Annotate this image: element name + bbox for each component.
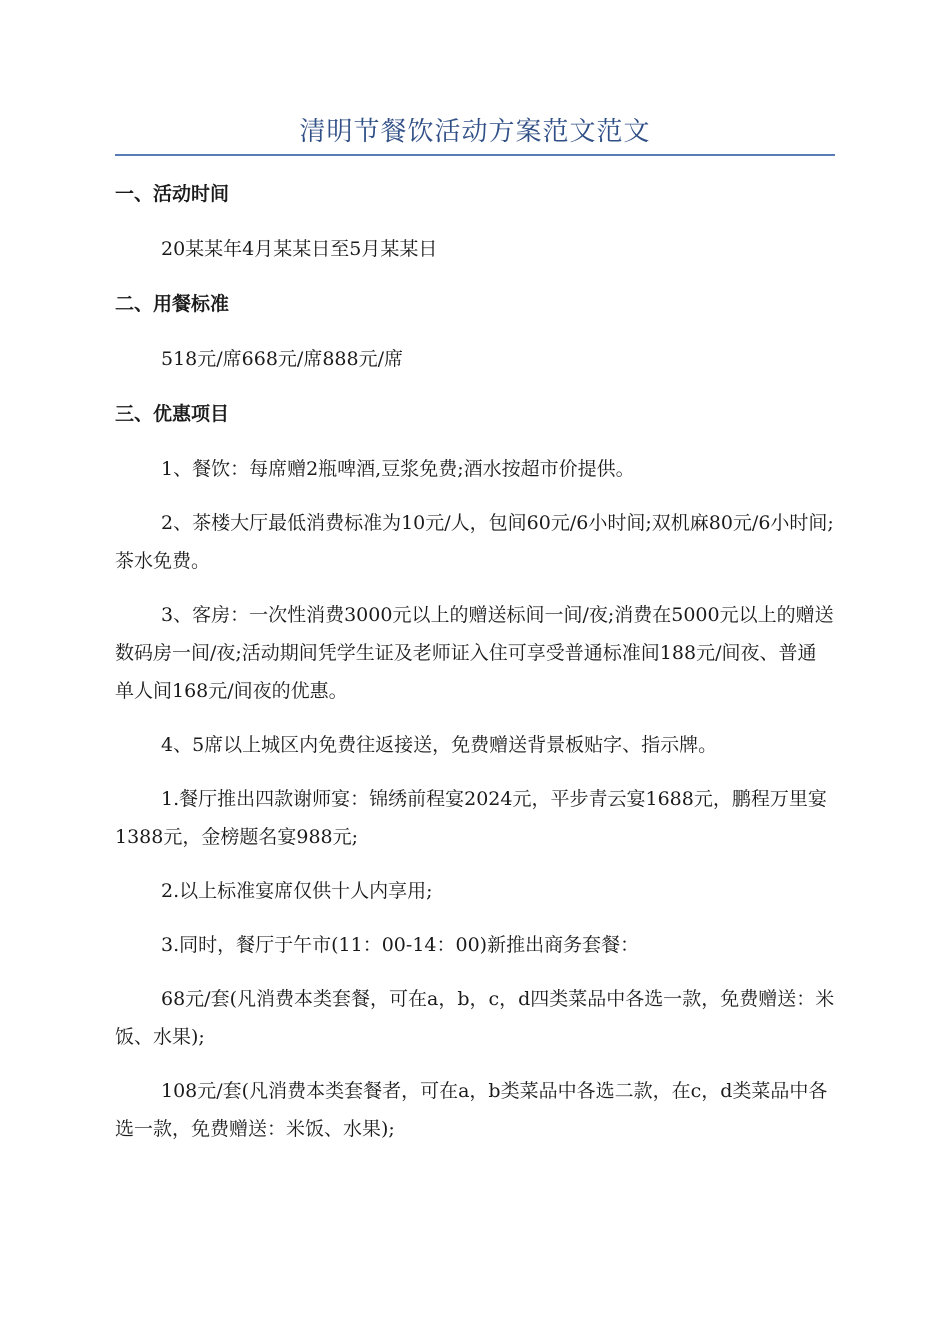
section-promotions xyxy=(115,396,835,1148)
paragraph: 2.以上标准宴席仅供十人内享用; xyxy=(161,880,433,902)
document-title: 清明节餐饮活动方案范文范文 xyxy=(299,117,651,147)
paragraph: 1.餐厅推出四款谢师宴：锦绣前程宴2024元，平步青云宴1688元，鹏程万里宴1388元，金榜题名宴988元; xyxy=(115,788,827,848)
section-dining-standard xyxy=(115,286,835,378)
section-heading: 一、活动时间 xyxy=(115,183,230,205)
paragraph: 68元/套(凡消费本类套餐，可在a，b，c，d四类菜品中各选一款，免费赠送：米饭、水果); xyxy=(115,988,835,1048)
paragraph: 3.同时，餐厅于午市(11：00-14：00)新推出商务套餐： xyxy=(161,934,640,956)
section-heading: 二、用餐标准 xyxy=(115,293,230,315)
paragraph: 518元/席668元/席888元/席 xyxy=(161,348,403,370)
paragraph: 4、5席以上城区内免费往返接送，免费赠送背景板贴字、指示牌。 xyxy=(161,734,718,756)
paragraph: 20某某年4月某某日至5月某某日 xyxy=(161,238,438,260)
section-heading: 三、优惠项目 xyxy=(115,403,230,425)
section-activity-time xyxy=(115,176,835,268)
paragraph: 108元/套(凡消费本类套餐者，可在a，b类菜品中各选二款，在c，d类菜品中各选一款，免费赠送：米饭、水果); xyxy=(115,1080,828,1140)
paragraph: 2、茶楼大厅最低消费标准为10元/人，包间60元/6小时间;双机麻80元/6小时间;茶水免费。 xyxy=(115,512,834,572)
document-body xyxy=(115,176,835,1164)
title-underline xyxy=(115,154,835,156)
paragraph: 3、客房：一次性消费3000元以上的赠送标间一间/夜;消费在5000元以上的赠送数码房一间/夜;活动期间凭学生证及老师证入住可享受普通标准间188元/间夜、普通单人间168元/间夜的优惠。 xyxy=(115,604,834,702)
paragraph: 1、餐饮：每席赠2瓶啤酒,豆浆免费;酒水按超市价提供。 xyxy=(161,458,635,480)
